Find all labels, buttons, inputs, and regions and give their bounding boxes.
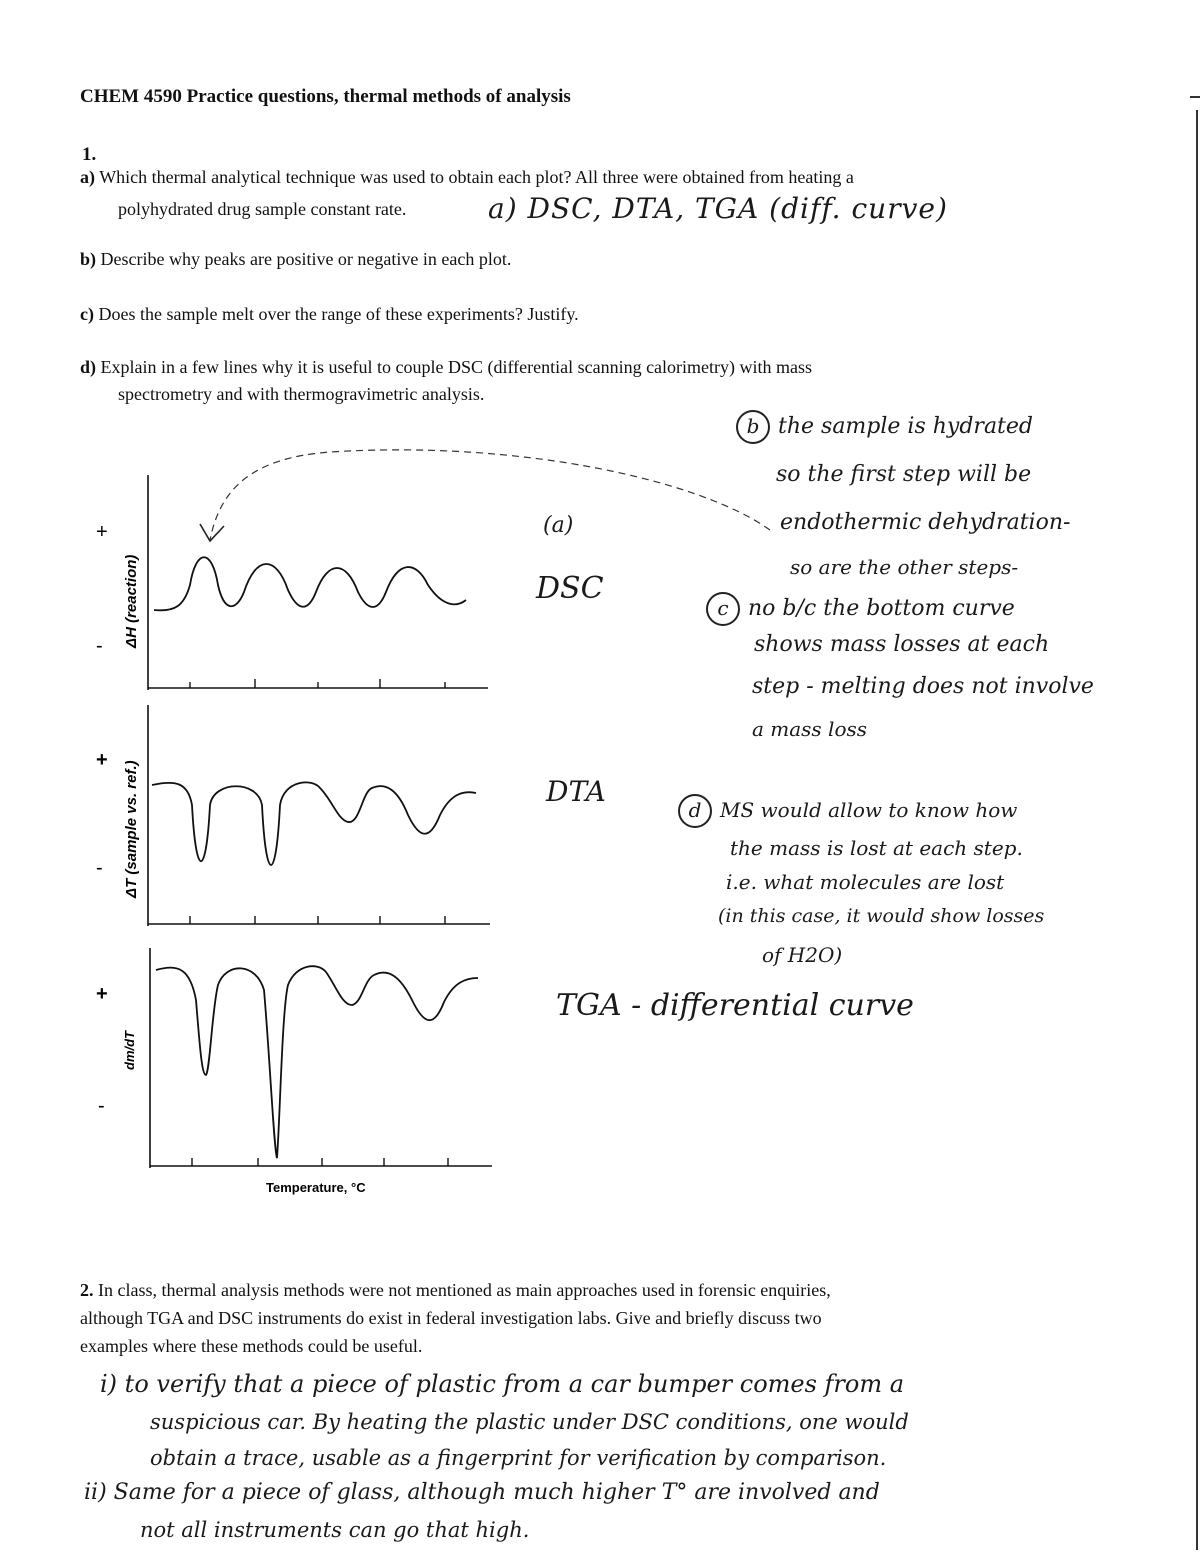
dta-curve [152,782,476,865]
annotation-d-marker: d [678,794,712,828]
question-2-line2: although TGA and DSC instruments do exist in federal investigation labs. Give and briefly discuss two [80,1308,822,1328]
annotation-b-line2: so the first step will be [776,462,1032,487]
answer-1a: a) DSC, DTA, TGA (diff. curve) [488,192,948,225]
tga-plus: + [96,983,108,1005]
answer-2-line4: ii) Same for a piece of glass, although much higher T° are involved and [84,1480,880,1505]
dsc-plot [96,475,488,690]
dsc-plus: + [96,521,108,543]
dta-minus: - [96,857,103,879]
question-1a-text-line2: polyhydrated drug sample constant rate. [118,199,407,219]
annotation-c-line2: shows mass losses at each [754,632,1050,657]
tga-curve [156,966,478,1158]
annotation-b-marker: b [736,410,770,444]
annotation-d-line5: of H2O) [762,943,843,967]
annotation-arrow-line [210,450,770,540]
plot-label-dsc: DSC [536,571,604,606]
annotation-b-line4: so are the other steps- [790,555,1019,579]
page-title: CHEM 4590 Practice questions, thermal methods of analysis [80,86,571,107]
dsc-y-label: ΔH (reaction) [123,554,140,648]
question-1a-text-line1: Which thermal analytical technique was used to obtain each plot? All three were obtained from heating a [99,167,854,187]
annotation-d-line3: i.e. what molecules are lost [726,870,1005,894]
annotation-b-line3: endothermic dehydration- [780,510,1071,535]
dta-plot [96,705,490,926]
dsc-curve [154,557,466,610]
dsc-ticks [190,679,445,688]
annotation-d-line4: (in this case, it would show losses [718,905,1045,927]
dta-plus: + [96,749,108,771]
question-1c-label: c) [80,304,94,324]
annotation-d-line1: d MS would allow to know how [678,794,1017,828]
annotation-d-line2: the mass is lost at each step. [730,836,1023,860]
dta-y-label: ΔT (sample vs. ref.) [123,760,140,898]
tga-ticks [192,1158,448,1166]
question-1b-label: b) [80,249,97,269]
answer-2-line1: i) to verify that a piece of plastic from a car bumper comes from a [100,1370,905,1398]
annotation-c-line3: step - melting does not involve [752,674,1094,699]
question-1b-text: Describe why peaks are positive or negative in each plot. [100,249,512,269]
question-1a-label: a) [80,167,95,187]
annotation-c-marker: c [706,592,740,626]
annotation-c-line4: a mass loss [752,717,868,741]
tga-y-label: dm/dT [122,1031,137,1070]
plot-label-dta: DTA [546,775,606,808]
question-1c-text: Does the sample melt over the range of these experiments? Justify. [98,304,579,324]
question-1d-text-line2: spectrometry and with thermogravimetric analysis. [118,384,485,404]
dsc-minus: - [96,635,103,657]
dta-ticks [190,916,445,924]
annotation-b-line1: b the sample is hydrated [736,410,1033,444]
question-2-label: 2. [80,1280,94,1300]
answer-2-line2: suspicious car. By heating the plastic under DSC conditions, one would [150,1410,909,1434]
plot-label-tga: TGA - differential curve [556,988,914,1023]
annotation-a-marker: (a) [543,513,574,538]
question-2-line1: 2. In class, thermal analysis methods were not mentioned as main approaches used in forensic enquiries, [80,1280,831,1300]
question-1d-text-line1: Explain in a few lines why it is useful to couple DSC (differential scanning calorimetry) with mass [100,357,813,377]
x-axis-label: Temperature, °C [266,1180,366,1195]
tga-minus: - [98,1095,105,1117]
question-1-number: 1. [82,144,97,165]
question-1d-label: d) [80,357,97,377]
answer-2-line3: obtain a trace, usable as a fingerprint for verification by comparison. [150,1446,887,1470]
tga-plot [96,948,492,1195]
annotation-arrowhead [200,524,224,541]
annotation-c-line1: c no b/c the bottom curve [706,592,1015,626]
answer-2-line5: not all instruments can go that high. [140,1518,530,1542]
question-2-line3: examples where these methods could be useful. [80,1336,423,1356]
